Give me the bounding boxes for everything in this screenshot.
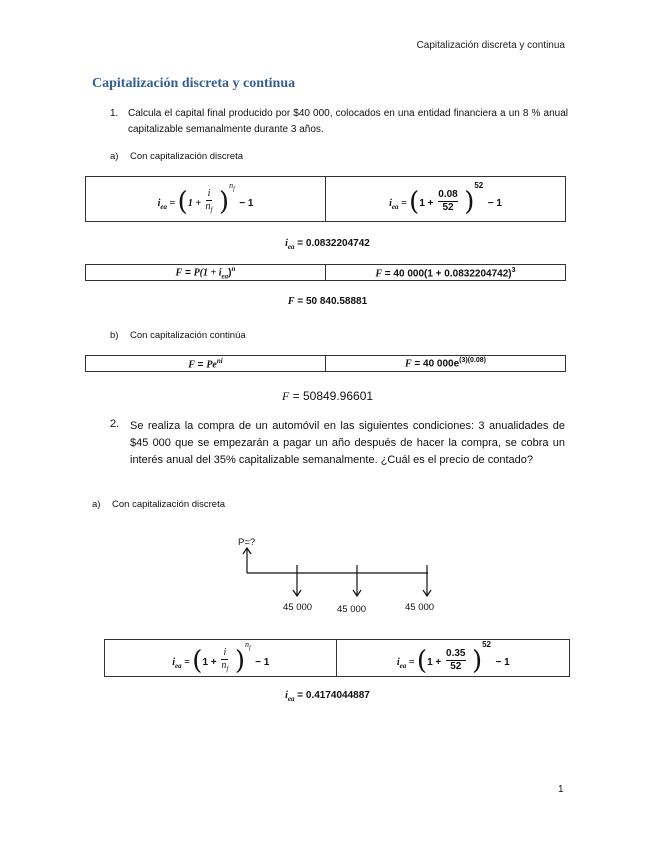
q2-iea-result: $i_{ea} = 0.4174044887$	[285, 690, 370, 703]
formula-F-specific: F = 40 $000(1 + 0.0832204742)^3$	[325, 265, 565, 281]
formula-Fc-specific: F = 40 $000e^{(3)(0.08)}$	[325, 356, 565, 372]
formula-table-iea-q2	[104, 639, 570, 677]
running-header: Capitalización discreta y continua	[416, 40, 565, 51]
timeline-payment-1: 45 000	[283, 602, 313, 613]
page-number: 1	[558, 784, 564, 795]
q1-number: 1.	[110, 108, 119, 119]
formula-F-general: $F = P(1 + i_{ea})^n$	[86, 265, 326, 281]
q1-b-title: Con capitalización continúa	[130, 330, 246, 341]
formula-iea-specific-q2: $i_{ea} = (1$ + $\frac{0.35}{52}$ )$^{52}$ − 1	[337, 640, 570, 677]
q1-iea-result: $i_{ea} = 0.0832204742$	[285, 238, 370, 251]
q1-F-result: F = 50 840.58881	[287, 296, 368, 307]
timeline-payment-2: 45 000	[337, 604, 367, 615]
formula-iea-specific: $i_{ea} = (1$ + $\frac{0.08}{52}$ )$^{52}$ − 1	[325, 177, 565, 222]
formula-table-iea-q1	[85, 176, 566, 222]
q1-a-title: Con capitalización discreta	[130, 151, 244, 162]
timeline-payment-3: 45 000	[405, 602, 435, 613]
q2-text: Se realiza la compra de un automóvil en las siguientes condiciones: 3 anualidades de $45 000 que se empezarán a pagar un año después de hacer la compra, se cobra un interés anual del 35% capitalizable semanalmente. ¿Cuál es el precio de contado?	[130, 420, 565, 466]
q1-text: Calcula el capital final producido por $40 000, colocados en una entidad financiera a un 8 % anual capitalizable semanalmente durante 3 años.	[128, 108, 568, 135]
q2-a-title: Con capitalización discreta	[112, 499, 226, 510]
q2-number: 2.	[110, 418, 120, 430]
document-title: Capitalización discreta y continua	[92, 76, 296, 91]
formula-table-F-q1	[85, 264, 566, 281]
cash-flow-timeline	[238, 545, 438, 605]
q2-a-label: a)	[92, 499, 101, 510]
formula-iea-general-q2: $i_{ea} = (1$ + $\frac{i}{n_f}$ )$^{n_f}$ − 1	[105, 640, 337, 677]
formula-table-Fc-q1	[85, 355, 566, 372]
q1-a-label: a)	[110, 151, 119, 162]
formula-iea-general: $i_{ea} = (1$ + $\frac{i}{n_f}$ )$^{n_f}$ − 1	[86, 177, 326, 222]
q1-Fc-result: F = 50849.96601	[281, 389, 374, 403]
q1-b-label: b)	[110, 330, 119, 341]
timeline-p-label: P=?	[238, 537, 256, 548]
formula-Fc-general: $F = Pe^{ni}$	[86, 356, 326, 372]
